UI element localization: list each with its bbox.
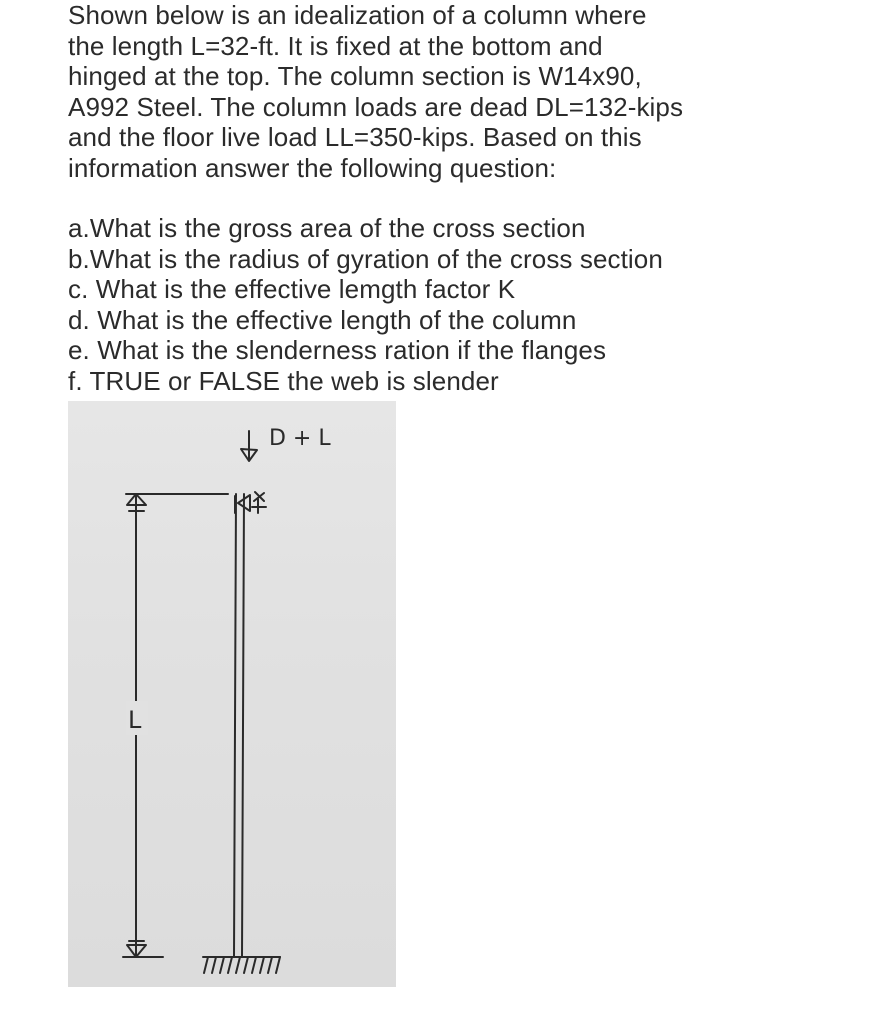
load-arrow-icon <box>241 431 257 461</box>
question-a: a.What is the gross area of the cross section <box>68 213 586 243</box>
fixed-support-icon <box>203 957 280 973</box>
question-list <box>68 213 868 396</box>
intro-line: and the floor live load LL=350-kips. Based on this <box>68 122 642 152</box>
column-member <box>234 494 244 957</box>
intro-line: information answer the following question: <box>68 152 557 183</box>
question-f: f. TRUE or FALSE the web is slender <box>68 365 499 396</box>
question-e: e. What is the slenderness ration if the flanges <box>68 335 607 365</box>
pin-support-icon <box>235 492 266 513</box>
intro-line: hinged at the top. The column section is W14x90, <box>68 61 642 91</box>
problem-statement <box>68 0 868 396</box>
length-label: L <box>128 706 142 734</box>
problem-intro <box>68 0 868 183</box>
intro-line: Shown below is an idealization of a column where <box>68 0 647 30</box>
question-b: b.What is the radius of gyration of the cross section <box>68 243 663 274</box>
intro-line: the length L=32-ft. It is fixed at the bottom and <box>68 30 603 61</box>
column-sketch-photo <box>68 401 396 987</box>
column-sketch <box>68 401 396 987</box>
question-c: c. What is the effective lemgth factor K <box>68 274 516 304</box>
question-d: d. What is the effective length of the column <box>68 304 577 335</box>
load-label: D + L <box>269 426 331 451</box>
intro-line: A992 Steel. The column loads are dead DL=132-kips <box>68 91 684 122</box>
